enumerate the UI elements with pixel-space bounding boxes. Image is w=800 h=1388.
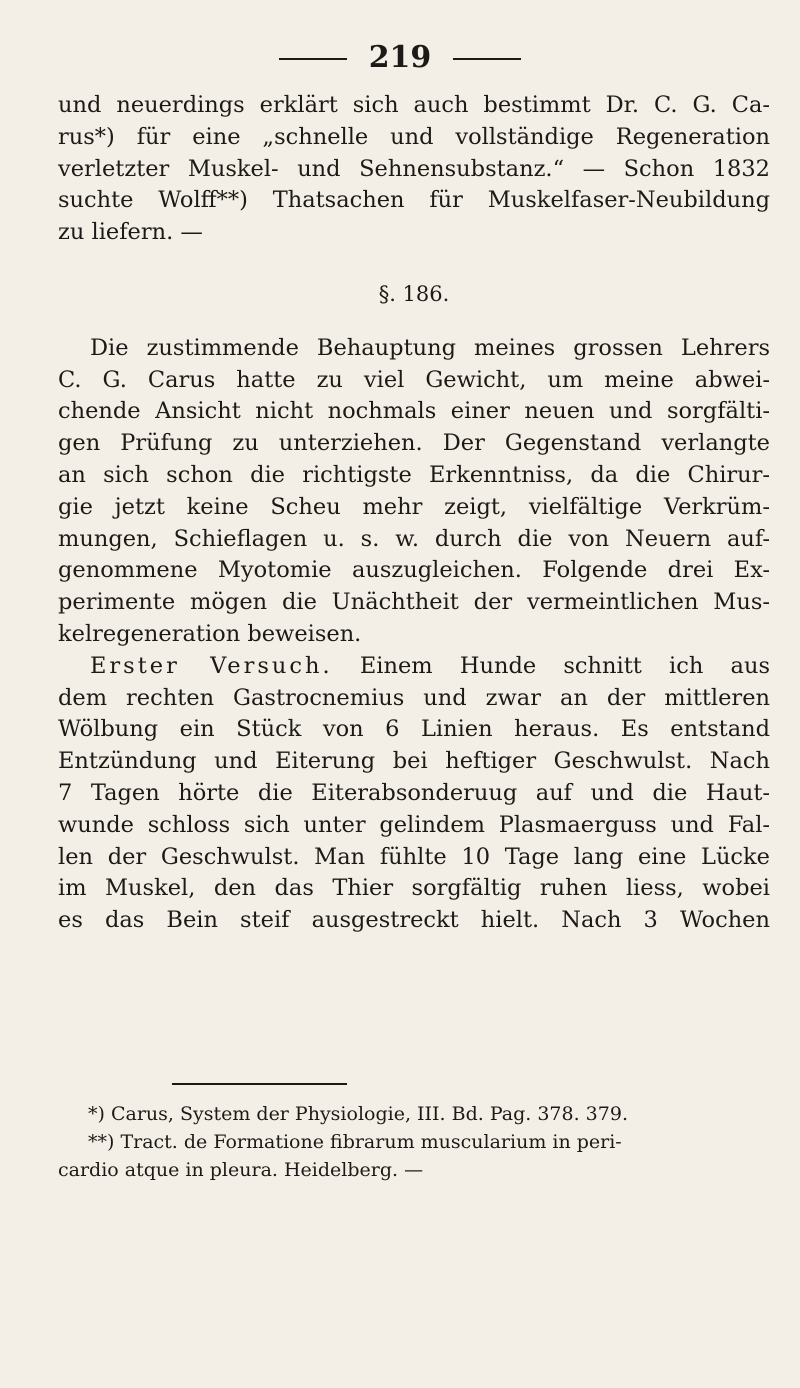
text-line: chende Ansicht nicht nochmals einer neuen und sorgfälti- <box>58 398 770 425</box>
footnote-2-continuation: cardio atque in pleura. Heidelberg. — <box>58 1159 424 1181</box>
paragraph-3 <box>58 651 770 937</box>
text-line: im Muskel, den das Thier sorgfältig ruhen liess, wobei <box>58 875 770 902</box>
header-dash-right <box>453 58 521 60</box>
page-number: 219 <box>368 40 432 75</box>
text-line: und neuerdings erklärt sich auch bestimmt Dr. C. G. Ca- <box>58 92 770 118</box>
text-line: mungen, Schieflagen u. s. w. durch die von Neuern auf- <box>58 525 770 552</box>
section-heading: §. 186. <box>378 281 450 306</box>
text-line: perimente mögen die Unächtheit der vermeintlichen Mus- <box>58 589 770 616</box>
page-header <box>0 40 800 75</box>
text-line: an sich schon die richtigste Erkenntniss, da die Chirur- <box>58 461 770 488</box>
text-line: len der Geschwulst. Man fühlte 10 Tage lang eine Lücke <box>58 843 770 870</box>
text-line: Wölbung ein Stück von 6 Linien heraus. Es entstand <box>58 716 770 743</box>
text-line: rus*) für eine „schnelle und vollständige Regeneration <box>58 123 770 150</box>
header-dash-left <box>279 58 347 60</box>
text-line: genommene Myotomie auszugleichen. Folgende drei Ex- <box>58 557 770 584</box>
footnotes <box>58 1100 770 1184</box>
text-line: Die zustimmende Behauptung meines grossen Lehrers <box>90 334 770 361</box>
text-line: gen Prüfung zu unterziehen. Der Gegenstand verlangte <box>58 430 770 457</box>
text-line: dem rechten Gastrocnemius und zwar an der mittleren <box>58 684 770 711</box>
footnote-2: **) Tract. de Formatione fibrarum muscularium in peri- <box>88 1131 622 1153</box>
main-text <box>58 90 770 937</box>
text-line: es das Bein steif ausgestreckt hielt. Nach 3 Wochen <box>58 907 770 934</box>
experiment-heading: Erster Versuch. <box>90 652 333 679</box>
footnote-1: *) Carus, System der Physiologie, III. Bd. Pag. 378. 379. <box>88 1103 628 1125</box>
text-line <box>58 651 770 683</box>
text-line: 7 Tagen hörte die Eiterabsonderuug auf und die Haut- <box>58 779 770 806</box>
text-line: gie jetzt keine Scheu mehr zeigt, vielfältige Verkrüm- <box>58 493 770 520</box>
paragraph-1 <box>58 90 770 249</box>
spacer <box>58 249 770 279</box>
text-line: C. G. Carus hatte zu viel Gewicht, um meine abwei- <box>58 366 770 393</box>
text-line: suchte Wolff**) Thatsachen für Muskelfaser-Neubildung <box>58 187 770 214</box>
text-fragment: Einem Hunde schnitt ich aus <box>359 652 770 679</box>
text-line: kelregeneration beweisen. <box>58 620 362 647</box>
footnote-divider <box>172 1083 347 1085</box>
text-line: verletzter Muskel- und Sehnensubstanz.“ — Schon 1832 <box>58 155 770 182</box>
paragraph-2 <box>58 333 770 651</box>
text-line: wunde schloss sich unter gelindem Plasmaerguss und Fal- <box>58 811 770 838</box>
text-line: Entzündung und Eiterung bei heftiger Geschwulst. Nach <box>58 748 770 775</box>
text-line: zu liefern. — <box>58 219 203 246</box>
